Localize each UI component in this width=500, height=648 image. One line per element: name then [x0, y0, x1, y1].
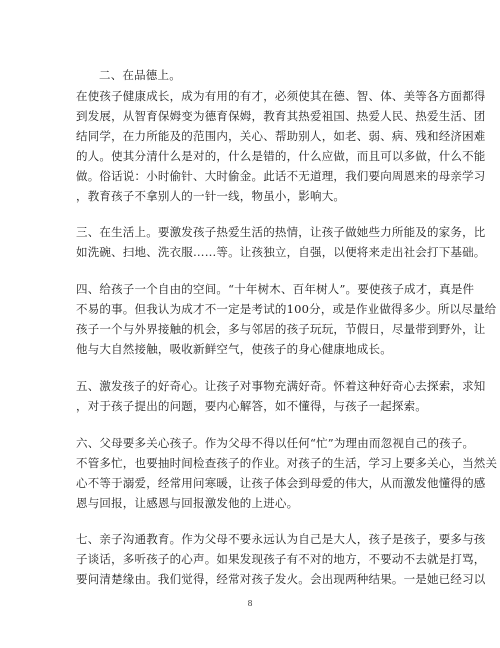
text-line: 孩子一个与外界接触的机会，多与邻居的孩子玩玩，节假日，尽量带到野外，让	[76, 322, 486, 336]
text-line: ，教育孩子不拿别人的一针一线，物虽小，影响大。	[76, 189, 346, 203]
text-line: 心不等于溺爱，经常用问寒暖，让孩子体会到母爱的伟大，从而激发他懂得的感	[76, 476, 486, 490]
text-line: 不易的事。但我认为成才不一定是考试的100分，或是作业做得多少。所以尽量给	[76, 302, 497, 316]
text-line: ，对于孩子提出的问题，要内心解答，如不懂得，与孩子一起探索。	[76, 399, 427, 413]
text-line: 他与大自然接触，吸收新鲜空气，使孩子的身心健康地成长。	[76, 342, 392, 356]
text-line: 的人。使其分清什么是对的，什么是错的，什么应做，而且可以多做，什么不能	[76, 149, 486, 163]
section-heading: 二、在品德上。	[99, 68, 181, 82]
text-line: 如洗碗、扫地、洗衣服……等。让孩独立，自强，以便将来走出社会打下基础。	[76, 245, 486, 259]
text-line: 要问清楚缘由。我们觉得，经常对孩子发火。会出现两种结果。一是她已经习以	[76, 572, 486, 586]
text-line: 三、在生活上。要激发孩子热爱生活的热情，让孩子做她些力所能及的家务，比	[76, 225, 486, 239]
text-line: 在使孩子健康成长，成为有用的有才，必须使其在德、智、体、美等各方面都得	[76, 89, 486, 103]
text-line: 做。俗话说：小时偷针、大时偷金。此话不无道理，我们要向周恩来的母亲学习	[76, 169, 486, 183]
page-number: 8	[247, 599, 253, 608]
text-line: 不管多忙，也要抽时间检查孩子的作业。对孩子的生活，学习上要多关心，当然关	[76, 456, 498, 470]
text-line: 五、激发孩子的好奇心。让孩子对事物充满好奇。怀着这种好奇心去探索，求知	[76, 379, 486, 393]
text-line: 四、给孩子一个自由的空间。“十年树木、百年树人”。要使孩子成才，真是件	[76, 282, 475, 296]
text-line: 恩与回报，让感恩与回报激发他的上进心。	[76, 496, 299, 510]
text-line: 子谈话，多听孩子的心声。如果发现孩子有不对的地方，不要动不去就是打骂，	[76, 552, 486, 566]
text-line: 到发展，从智育保姆变为德育保姆，教育其热爱祖国、热爱人民、热爱生活、团	[76, 109, 486, 123]
text-line: 六、父母要多关心孩子。作为父母不得以任何“忙”为理由而忽视自己的孩子。	[76, 436, 475, 450]
text-line: 结同学，在力所能及的范围内，关心、帮助别人，如老、弱、病、残和经济困难	[76, 129, 486, 143]
text-line: 七、亲子沟通教育。作为父母不要永远认为自己是大人，孩子是孩子，要多与孩	[76, 532, 486, 546]
